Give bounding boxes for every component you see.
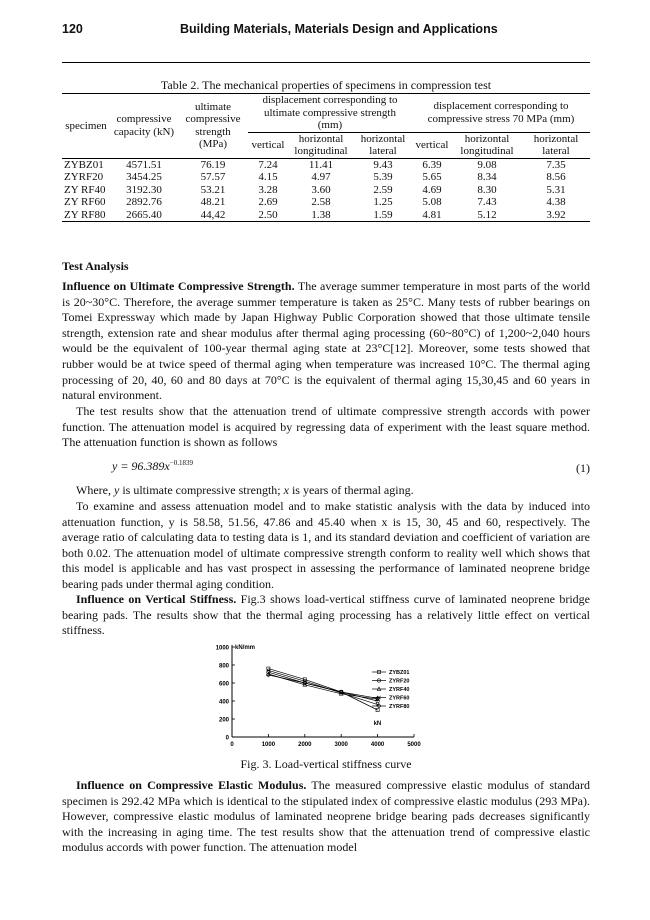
x-tick-label: 1000 <box>261 742 276 748</box>
series-line-zyrf80 <box>268 675 377 698</box>
y-tick-label: 600 <box>218 681 229 688</box>
figure-caption: Fig. 3. Load-vertical stiffness curve <box>240 757 412 771</box>
y-tick-label: 1000 <box>215 645 229 652</box>
y-tick-label: 400 <box>218 699 229 706</box>
paragraph-model-assessment: To examine and assess attenuation model and to make statistic analysis with the data by induced into attenuation function, y is 58.58, 51.56, 47.86 and 45.40 when x is 15, 30, 45 and 60, respectively. The average ratio of calculating data to testing data is 1, and its standard deviation and coefficient of variation are both 0.02. The attenuation model of ultimate compressive strength conform to reality well which shows that this model is applicable and has vast prospect in assessing the performance of laminated neoprene bridge bearing pads under thermal aging condition. <box>62 499 590 591</box>
section-title: Test Analysis <box>62 259 129 273</box>
y-tick-label: 0 <box>225 735 229 742</box>
table-row: ZYBZ01 4571.51 76.19 7.24 11.41 9.43 6.39 9.08 7.35 <box>62 158 590 171</box>
y-tick-label: 800 <box>218 663 229 670</box>
subheader-horizontal-longitudinal: horizontal longitudinal <box>452 132 522 158</box>
table-row: ZY RF80 2665.40 44,42 2.50 1.38 1.59 4.81 5.12 3.92 <box>62 209 590 222</box>
legend-entry: ZYRF80 <box>389 704 410 710</box>
table-row: ZYRF20 3454.25 57.57 4.15 4.97 5.39 5.65 8.34 8.56 <box>64 171 566 183</box>
paragraph-elastic-modulus: Influence on Compressive Elastic Modulus. The measured compressive elastic modulus of standard specimen is 292.42 MPa which is identical to the stipulated index of compressive elastic modulus (293 MPa). However, compressive elastic modulus of laminated neoprene bridge bearing pads decreases significantly with the increasing in aging time. The test results show that the attenuation trend of compressive elastic modulus accords with power function. The attenuation model <box>62 778 590 855</box>
page-number: 120 <box>62 22 83 36</box>
table-row: ZY RF60 2892.76 48.21 2.69 2.58 1.25 5.08 7.43 4.38 <box>64 196 566 208</box>
subheader-vertical: vertical <box>412 132 452 158</box>
legend-entry: ZYBZ01 <box>389 670 410 676</box>
header-group-70mpa-displacement: displacement corresponding to compressive stress 70 MPa (mm) <box>412 94 590 133</box>
x-tick-label: 3000 <box>334 742 348 748</box>
x-tick-label: 2000 <box>298 742 312 748</box>
table-caption: Table 2. The mechanical properties of specimens in compression test <box>160 78 492 92</box>
header-ultimate-strength: ultimate compressive strength (MPa) <box>178 94 248 159</box>
mechanical-properties-table <box>62 93 590 222</box>
paragraph-ultimate-strength: Influence on Ultimate Compressive Strength. The average summer temperature in most parts of the world is 20~30°C. Therefore, the average summer temperature is taken as 25°C. Many tests of rubber bearings on Tomei Expressway which made by Japan Highway Public Corporation showed that those ultimate tensile strength, extension rate and shear modulus after thermal aging processing (60~80°C) of 1,200~2,040 hours would be the equivalent of 100-year thermal aging state at 23°C[12]. Moreover, some tests showed that rubber would be at twice speed of thermal aging when temperature was increased 10°C. The thermal aging processing of 20, 40, 60 and 80 days at 70°C is the equivalent of thermal aging 15,30,45 and 60 years in natural environment. <box>62 279 590 403</box>
subheader-vertical: vertical <box>248 132 288 158</box>
legend-entry: ZYRF60 <box>389 695 410 702</box>
legend-entry: ZYRF40 <box>389 687 410 693</box>
header-specimen: specimen <box>62 94 110 159</box>
paragraph-where: Where, y is ultimate compressive strength; x is years of thermal aging. <box>76 483 414 497</box>
header-rule <box>62 62 590 63</box>
table-row: ZY RF40 3192.30 53.21 3.28 3.60 2.59 4.69 8.30 5.31 <box>64 183 566 196</box>
y-axis-label: kN/mm <box>235 645 256 651</box>
paragraph-heading: Influence on Compressive Elastic Modulus. <box>76 778 307 792</box>
subheader-horizontal-longitudinal: horizontal longitudinal <box>288 132 354 158</box>
x-tick-label: 0 <box>230 742 234 748</box>
equation-1: $y = 96.389x^{-0.1839}$ <box>112 459 193 473</box>
header-group-ultimate-displacement: displacement corresponding to ultimate compressive strength (mm) <box>248 94 412 133</box>
load-vertical-stiffness-chart <box>200 640 450 758</box>
paragraph-vertical-stiffness: Influence on Vertical Stiffness. Fig.3 shows load-vertical stiffness curve of laminated neoprene bridge bearing pads. The results show that the thermal aging processing has a relatively little effect on vertical stiffness. <box>62 592 591 638</box>
book-title: Building Materials, Materials Design and Applications <box>180 22 498 36</box>
running-header <box>62 22 590 42</box>
subheader-horizontal-lateral: horizontal lateral <box>354 132 412 158</box>
paragraph-heading: Influence on Vertical Stiffness. <box>76 592 237 606</box>
x-tick-label: 5000 <box>407 742 421 748</box>
paragraph-heading: Influence on Ultimate Compressive Strength. <box>62 279 295 293</box>
x-tick-label: 4000 <box>370 742 385 748</box>
paragraph-attenuation-trend: The test results show that the attenuation trend of ultimate compressive strength accords with power function. The attenuation model is acquired by regressing data of experiment with the least square method. The attenuation function is shown as follows <box>62 404 590 450</box>
equation-number: (1) <box>576 461 590 475</box>
x-axis-label: kN <box>373 721 382 727</box>
legend-entry: ZYRF20 <box>389 678 410 685</box>
header-capacity: compressive capacity (kN) <box>110 94 178 159</box>
y-tick-label: 200 <box>218 717 229 724</box>
subheader-horizontal-lateral: horizontal lateral <box>522 132 590 158</box>
